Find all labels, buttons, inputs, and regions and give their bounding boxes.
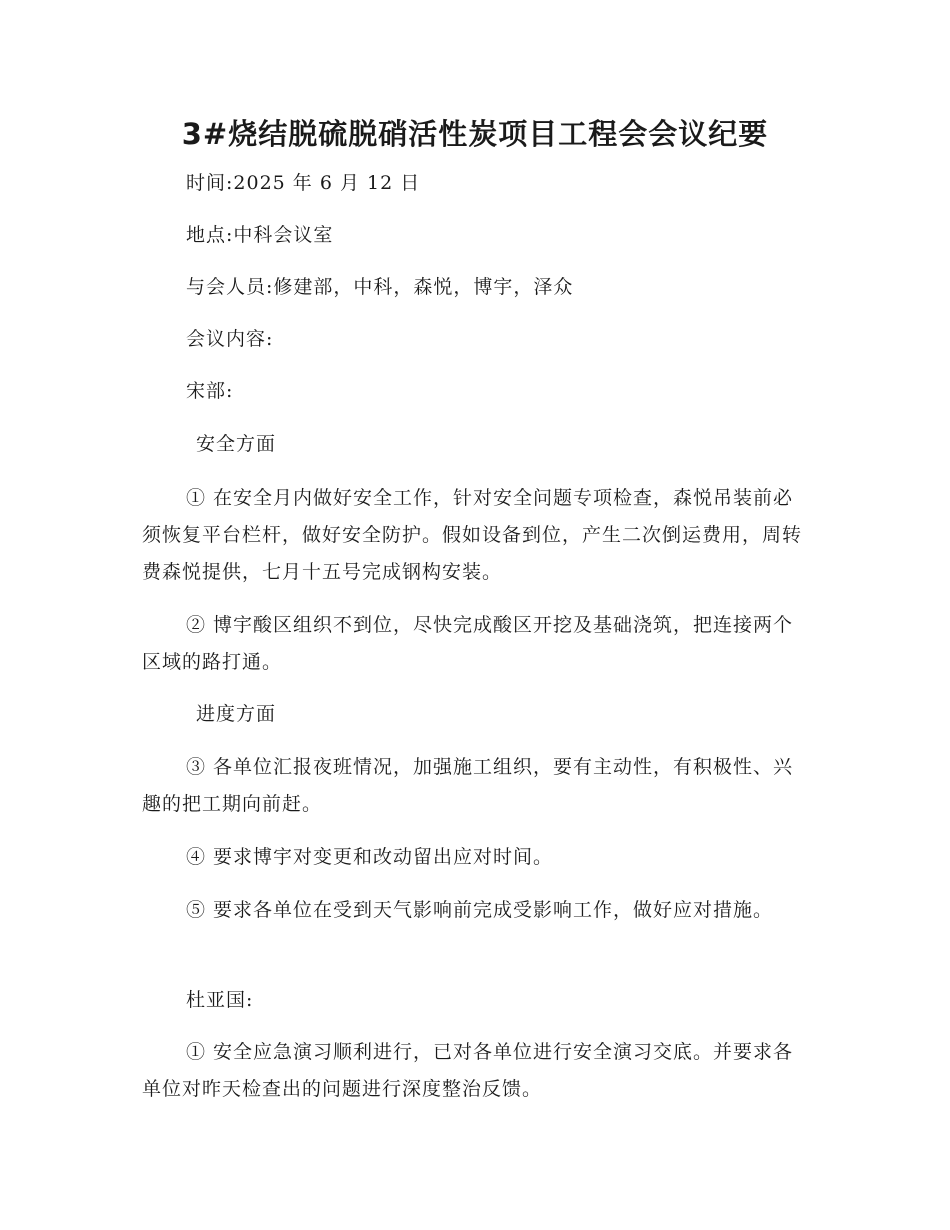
agenda-item-3: ③ 各单位汇报夜班情况，加强施工组织，要有主动性，有积极性、兴趣的把工期向前赶。: [142, 756, 794, 815]
agenda-item-6: ① 安全应急演习顺利进行，已对各单位进行安全演习交底。并要求各单位对昨天检查出的问题进行深度整治反馈。: [142, 1041, 794, 1100]
meeting-content-label: 会议内容:: [186, 328, 274, 350]
agenda-item-5: ⑤ 要求各单位在受到天气影响前完成受影响工作，做好应对措施。: [186, 899, 774, 921]
agenda-item-4: ④ 要求博宇对变更和改动留出应对时间。: [186, 846, 554, 868]
meeting-time: 时间:2025 年 6 月 12 日: [186, 172, 421, 194]
section-safety-heading: 安全方面: [196, 433, 277, 455]
speaker-song: 宋部:: [186, 380, 234, 402]
speaker-du-yaguo: 杜亚国:: [186, 989, 254, 1011]
meeting-attendees: 与会人员:修建部，中科，森悦，博宇，泽众: [186, 276, 574, 298]
page-title: 3#烧结脱硫脱硝活性炭项目工程会会议纪要: [181, 117, 769, 151]
agenda-item-1: ① 在安全月内做好安全工作，针对安全问题专项检查，森悦吊装前必须恢复平台栏杆，做好安全防护。假如设备到位，产生二次倒运费用，周转费森悦提供，七月十五号完成钢构安装。: [142, 487, 803, 583]
agenda-item-2: ② 博宇酸区组织不到位，尽快完成酸区开挖及基础浇筑，把连接两个区域的路打通。: [142, 614, 794, 673]
section-progress-heading: 进度方面: [196, 703, 277, 725]
meeting-location: 地点:中科会议室: [186, 224, 334, 246]
